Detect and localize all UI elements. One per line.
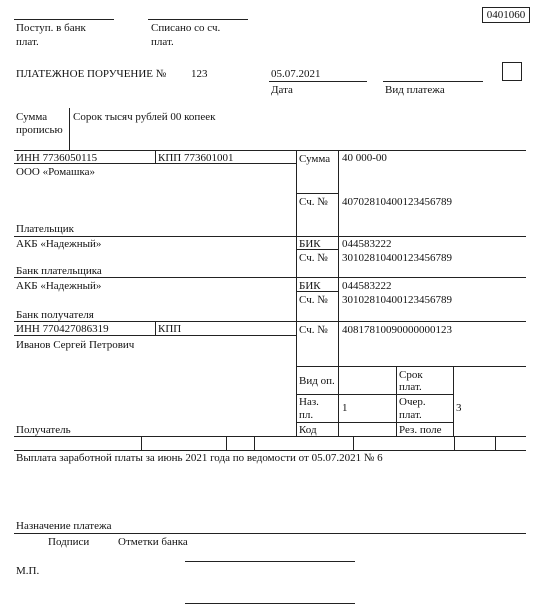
payer-sum-value: 40 000-00 <box>342 152 387 164</box>
payee-bank-account-value: 30102810400123456789 <box>342 294 452 306</box>
date-label: Дата <box>271 84 293 96</box>
payer-bank-account-value: 30102810400123456789 <box>342 252 452 264</box>
payer-bank-bik-value: 044583222 <box>342 238 392 250</box>
order-date: 05.07.2021 <box>271 68 321 80</box>
fields-vline-2 <box>226 436 227 450</box>
payee-bank-name: АКБ «Надежный» <box>16 280 102 292</box>
grid-line-payee-bank-bottom <box>14 321 526 322</box>
codes-line-2 <box>296 422 453 423</box>
grid-line-account-payee <box>296 366 526 367</box>
grid-line-payer-bottom <box>14 236 526 237</box>
debited-label-2: плат. <box>151 36 174 48</box>
grid-line-inn-payee <box>14 335 296 336</box>
amount-words-label-2: прописью <box>16 124 63 136</box>
ocher-label-2: плат. <box>399 409 422 421</box>
debited-label-1: Списано со сч. <box>151 22 221 34</box>
payee-inn: ИНН 770427086319 <box>16 323 109 335</box>
bank-marks-label: Отметки банка <box>118 536 188 548</box>
payer-inn: ИНН 7736050115 <box>16 152 98 164</box>
payer-sum-label: Сумма <box>299 153 331 165</box>
grid-vline-kpp-payer <box>155 150 156 163</box>
payer-label: Плательщик <box>16 223 74 235</box>
fields-vline-5 <box>454 436 455 450</box>
payer-bank-name: АКБ «Надежный» <box>16 238 102 250</box>
grid-line-top <box>14 150 526 151</box>
fields-vline-4 <box>353 436 354 450</box>
codes-vline-2 <box>453 366 454 436</box>
purpose-label: Назначение платежа <box>16 520 112 532</box>
naz-label-1: Наз. <box>299 396 319 408</box>
codes-line-1 <box>296 394 453 395</box>
form-code-box <box>482 7 530 23</box>
date-line <box>269 81 367 82</box>
grid-line-payer-bank-bottom <box>14 277 526 278</box>
payer-account-label: Сч. № <box>299 196 328 208</box>
order-title: ПЛАТЕЖНОЕ ПОРУЧЕНИЕ № <box>16 68 167 80</box>
vid-op-label: Вид оп. <box>299 375 335 387</box>
amount-words-divider <box>69 108 70 150</box>
ocher-value: 3 <box>456 402 462 414</box>
payee-bank-bik-value: 044583222 <box>342 280 392 292</box>
naz-label-2: пл. <box>299 409 314 421</box>
order-number: 123 <box>191 68 208 80</box>
payer-bank-bik-label: БИК <box>299 238 321 250</box>
rez-pole-label: Рез. поле <box>399 424 442 436</box>
received-label-1: Поступ. в банк <box>16 22 86 34</box>
payee-account-value: 40817810090000000123 <box>342 324 452 336</box>
payee-account-label: Сч. № <box>299 324 328 336</box>
payee-kpp: КПП <box>158 323 182 335</box>
amount-words-label-1: Сумма <box>16 111 48 123</box>
grid-line-sum <box>296 193 339 194</box>
debited-line <box>148 19 248 20</box>
grid-line-bottom <box>14 436 526 437</box>
grid-vline-kpp-payee <box>155 321 156 335</box>
signature-line-1 <box>185 561 355 562</box>
payer-bank-label: Банк плательщика <box>16 265 102 277</box>
form-code: 0401060 <box>486 9 526 21</box>
payer-account-value: 40702810400123456789 <box>342 196 452 208</box>
srok-label-1: Срок <box>399 369 423 381</box>
payee-bank-bik-label: БИК <box>299 280 321 292</box>
mp-label: М.П. <box>16 565 40 577</box>
payee-bank-label: Банк получателя <box>16 309 94 321</box>
payee-label: Получатель <box>16 424 71 436</box>
payee-bank-account-label: Сч. № <box>299 294 328 306</box>
fields-vline-1 <box>141 436 142 450</box>
signature-line-2 <box>185 603 355 604</box>
srok-label-2: плат. <box>399 381 422 393</box>
payer-name: ООО «Ромашка» <box>16 166 96 178</box>
received-line <box>14 19 114 20</box>
ocher-label-1: Очер. <box>399 396 426 408</box>
payer-bank-account-label: Сч. № <box>299 252 328 264</box>
signatures-label: Подписи <box>48 536 90 548</box>
purpose-text: Выплата заработной платы за июнь 2021 года по ведомости от 05.07.2021 № 6 <box>16 452 383 464</box>
payment-type-label: Вид платежа <box>385 84 445 96</box>
amount-words-value: Сорок тысяч рублей 00 копеек <box>73 111 216 123</box>
kod-label: Код <box>299 424 317 436</box>
fields-vline-6 <box>495 436 496 450</box>
payer-kpp: КПП 773601001 <box>158 152 234 164</box>
codes-vline-1 <box>396 366 397 436</box>
status-box <box>502 62 522 81</box>
purpose-line <box>14 533 526 534</box>
payment-type-line <box>383 81 483 82</box>
naz-value: 1 <box>342 402 348 414</box>
fields-vline-3 <box>254 436 255 450</box>
fields-row-bottom <box>14 450 526 451</box>
payee-name: Иванов Сергей Петрович <box>16 339 135 351</box>
received-label-2: плат. <box>16 36 39 48</box>
